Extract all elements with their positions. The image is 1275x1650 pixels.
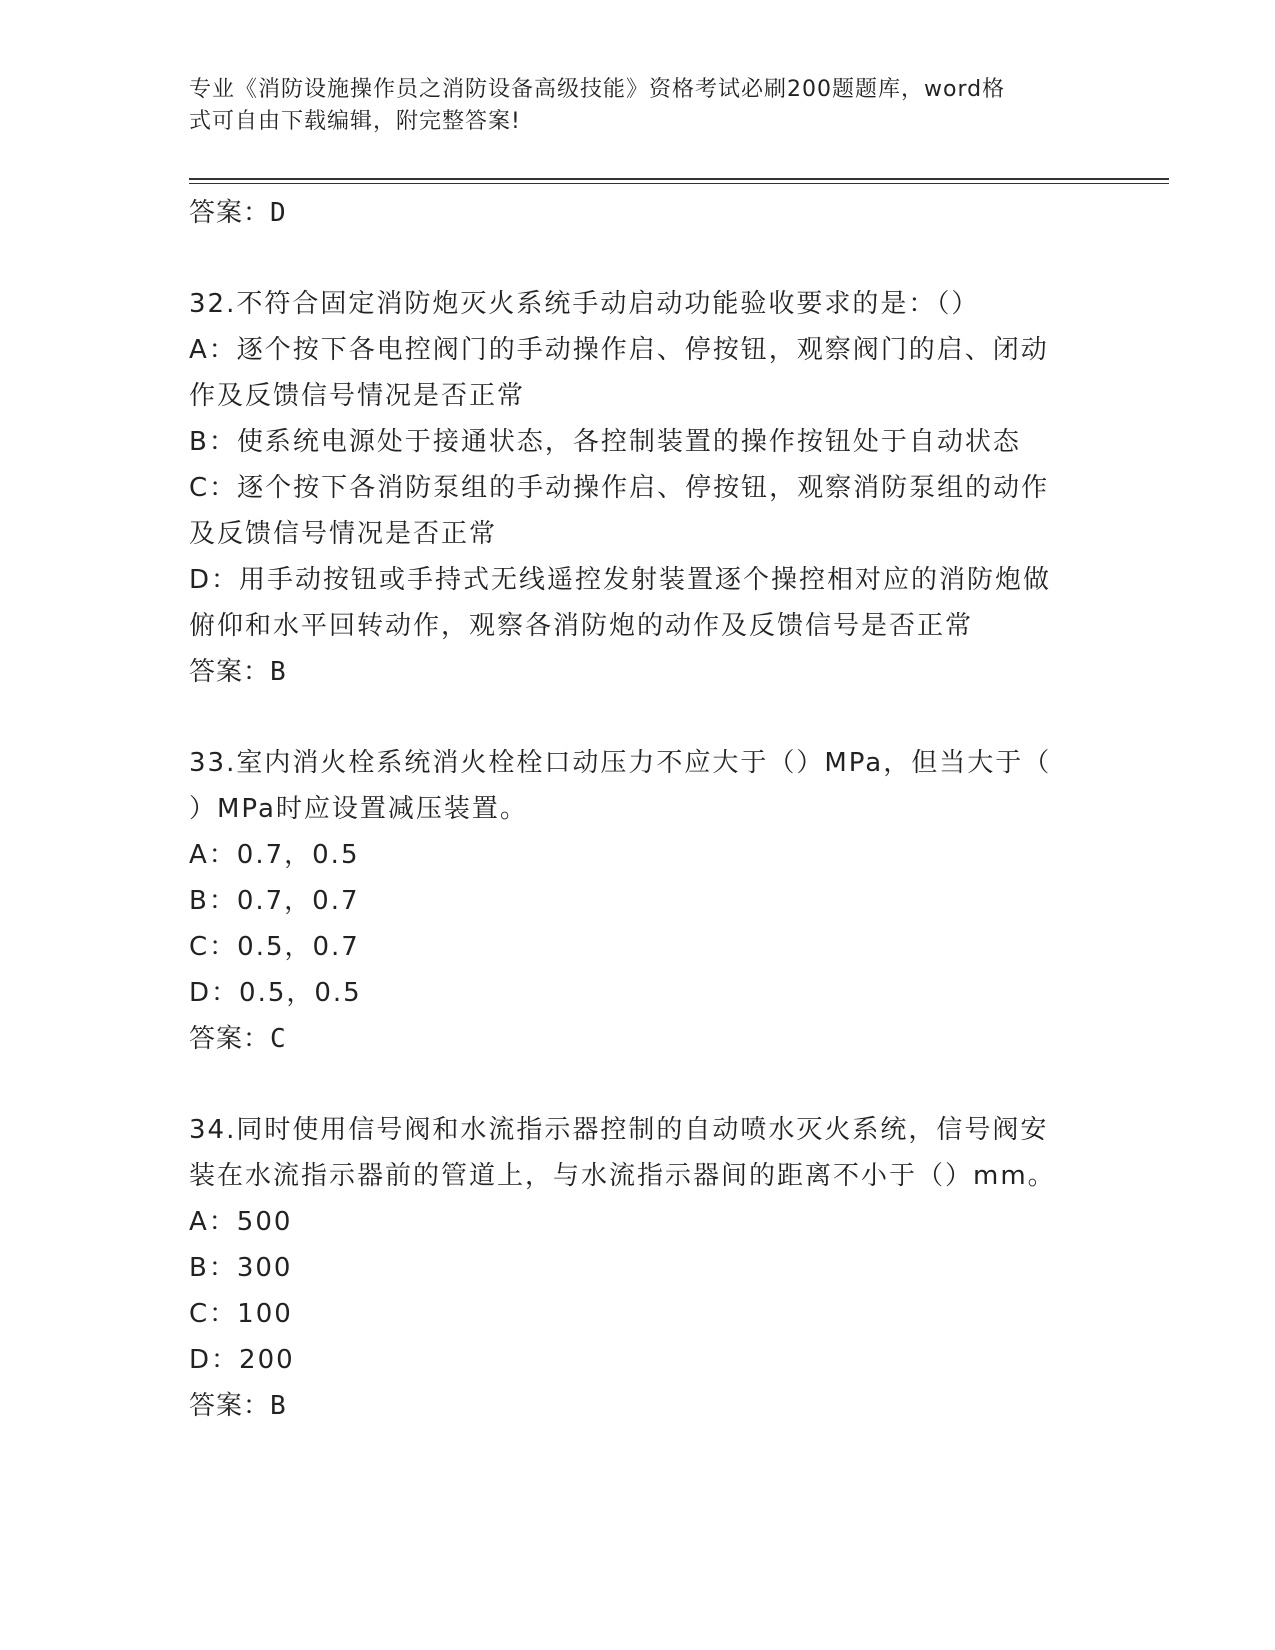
option-b: B：300 <box>189 1253 293 1283</box>
spacer <box>189 695 1089 740</box>
option-a: A：500 <box>189 1207 293 1237</box>
question-stem-cont: ）MPa时应设置减压装置。 <box>189 794 528 824</box>
answer-line: 答案：B <box>189 657 287 687</box>
question-34 <box>189 1107 1089 1429</box>
header-divider-thick <box>189 178 1169 180</box>
spacer <box>189 236 1089 281</box>
answer-line: 答案：D <box>189 198 287 228</box>
option-c: C：逐个按下各消防泵组的手动操作启、停按钮，观察消防泵组的动作 <box>189 473 1050 503</box>
option-c: C：100 <box>189 1299 293 1329</box>
question-list <box>189 190 1089 1429</box>
document-header <box>189 74 1089 138</box>
header-divider-thin <box>189 183 1169 184</box>
option-b: B：0.7，0.7 <box>189 886 360 916</box>
answer-line: 答案：C <box>189 1024 287 1054</box>
question-33 <box>189 740 1089 1062</box>
question-32 <box>189 281 1089 695</box>
option-c: C：0.5，0.7 <box>189 932 360 962</box>
option-d: D：0.5，0.5 <box>189 978 362 1008</box>
option-d: D：200 <box>189 1345 295 1375</box>
option-a: A：0.7，0.5 <box>189 840 360 870</box>
option-c-cont: 及反馈信号情况是否正常 <box>189 519 498 549</box>
question-stem: 33.室内消火栓系统消火栓栓口动压力不应大于（）MPa，但当大于（ <box>189 748 1052 778</box>
question-stem: 34.同时使用信号阀和水流指示器控制的自动喷水灭火系统，信号阀安 <box>189 1115 1049 1145</box>
spacer <box>189 1062 1089 1107</box>
option-b: B：使系统电源处于接通状态，各控制装置的操作按钮处于自动状态 <box>189 427 1021 457</box>
header-line-1: 专业《消防设施操作员之消防设备高级技能》资格考试必刷200题题库，word格 <box>189 77 1006 102</box>
option-d-cont: 俯仰和水平回转动作，观察各消防炮的动作及反馈信号是否正常 <box>189 611 974 641</box>
option-a-cont: 作及反馈信号情况是否正常 <box>189 381 526 411</box>
option-d: D：用手动按钮或手持式无线遥控发射装置逐个操控相对应的消防炮做 <box>189 565 1052 595</box>
answer-line: 答案：B <box>189 1391 287 1421</box>
option-a: A：逐个按下各电控阀门的手动操作启、停按钮，观察阀门的启、闭动 <box>189 335 1049 365</box>
header-line-2: 式可自由下载编辑，附完整答案! <box>189 109 521 134</box>
question-stem-cont: 装在水流指示器前的管道上，与水流指示器间的距离不小于（）mm。 <box>189 1161 1056 1191</box>
question-stem: 32.不符合固定消防炮灭火系统手动启动功能验收要求的是：（） <box>189 289 980 319</box>
